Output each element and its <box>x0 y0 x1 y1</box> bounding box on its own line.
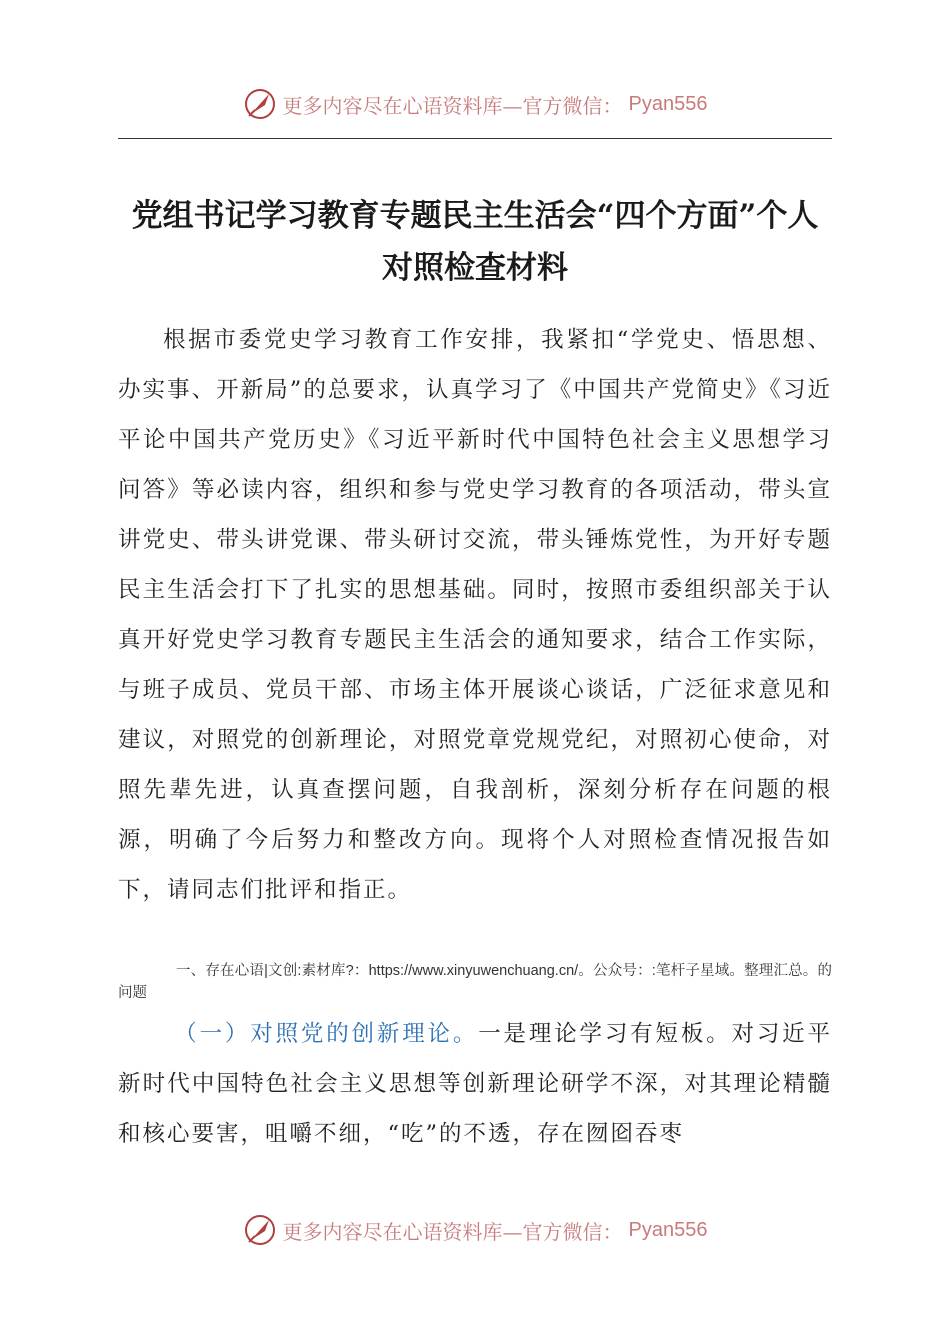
header-banner-id: Pyan556 <box>628 92 708 115</box>
quill-logo-icon <box>243 87 277 121</box>
footer-banner-id: Pyan556 <box>628 1218 708 1241</box>
section-1-heading: （一）对照党的创新理论。 <box>174 1021 479 1047</box>
section-1-text: 一是理论学习有短板。对习近平新时代中国特色社会主义思想等创新理论研学不深，对其理论精髓和核心要害，咀嚼不细，“吃”的不透，存在囫囵吞枣 <box>118 1021 832 1147</box>
document-title: 党组书记学习教育专题民主生活会“四个方面”个人对照检查材料 <box>131 198 819 286</box>
header-banner-content <box>243 87 708 121</box>
section-note: 一、存在心语|文创:素材库?：https://www.xinyuwenchuang.cn/。公众号：:笔杆子星域。整理汇总。的问题 <box>118 963 832 1001</box>
quill-logo-icon <box>243 1213 277 1247</box>
paragraph-intro: 根据市委党史学习教育工作安排，我紧扣“学党史、悟思想、办实事、开新局”的总要求，认真学习了《中国共产党简史》《习近平论中国共产党历史》《习近平新时代中国特色社会主义思想学习问答》等必读内容，组织和参与党史学习教育的各项活动，带头宣讲党史、带头讲党课、带头研讨交流，带头锤炼党性，为开好专题民主生活会打下了扎实的思想基础。同时，按照市委组织部关于认真开好党史学习教育专题民主生活会的通知要求，结合工作实际，与班子成员、党员干部、市场主体开展谈心谈话，广泛征求意见和建议，对照党的创新理论，对照党章党规党纪，对照初心使命，对照先辈先进，认真查摆问题，自我剖析，深刻分析存在问题的根源，明确了今后努力和整改方向。现将个人对照检查情况报告如下，请同志们批评和指正。 <box>118 327 832 903</box>
header-banner-text: 更多内容尽在心语资料库—官方微信： <box>282 93 623 118</box>
section-1-paragraph <box>118 1009 832 1159</box>
footer-banner-text: 更多内容尽在心语资料库—官方微信： <box>282 1219 623 1244</box>
footer-banner <box>0 1210 950 1250</box>
header-banner <box>0 84 950 124</box>
footer-banner-content <box>243 1213 708 1247</box>
header-divider <box>118 138 832 139</box>
